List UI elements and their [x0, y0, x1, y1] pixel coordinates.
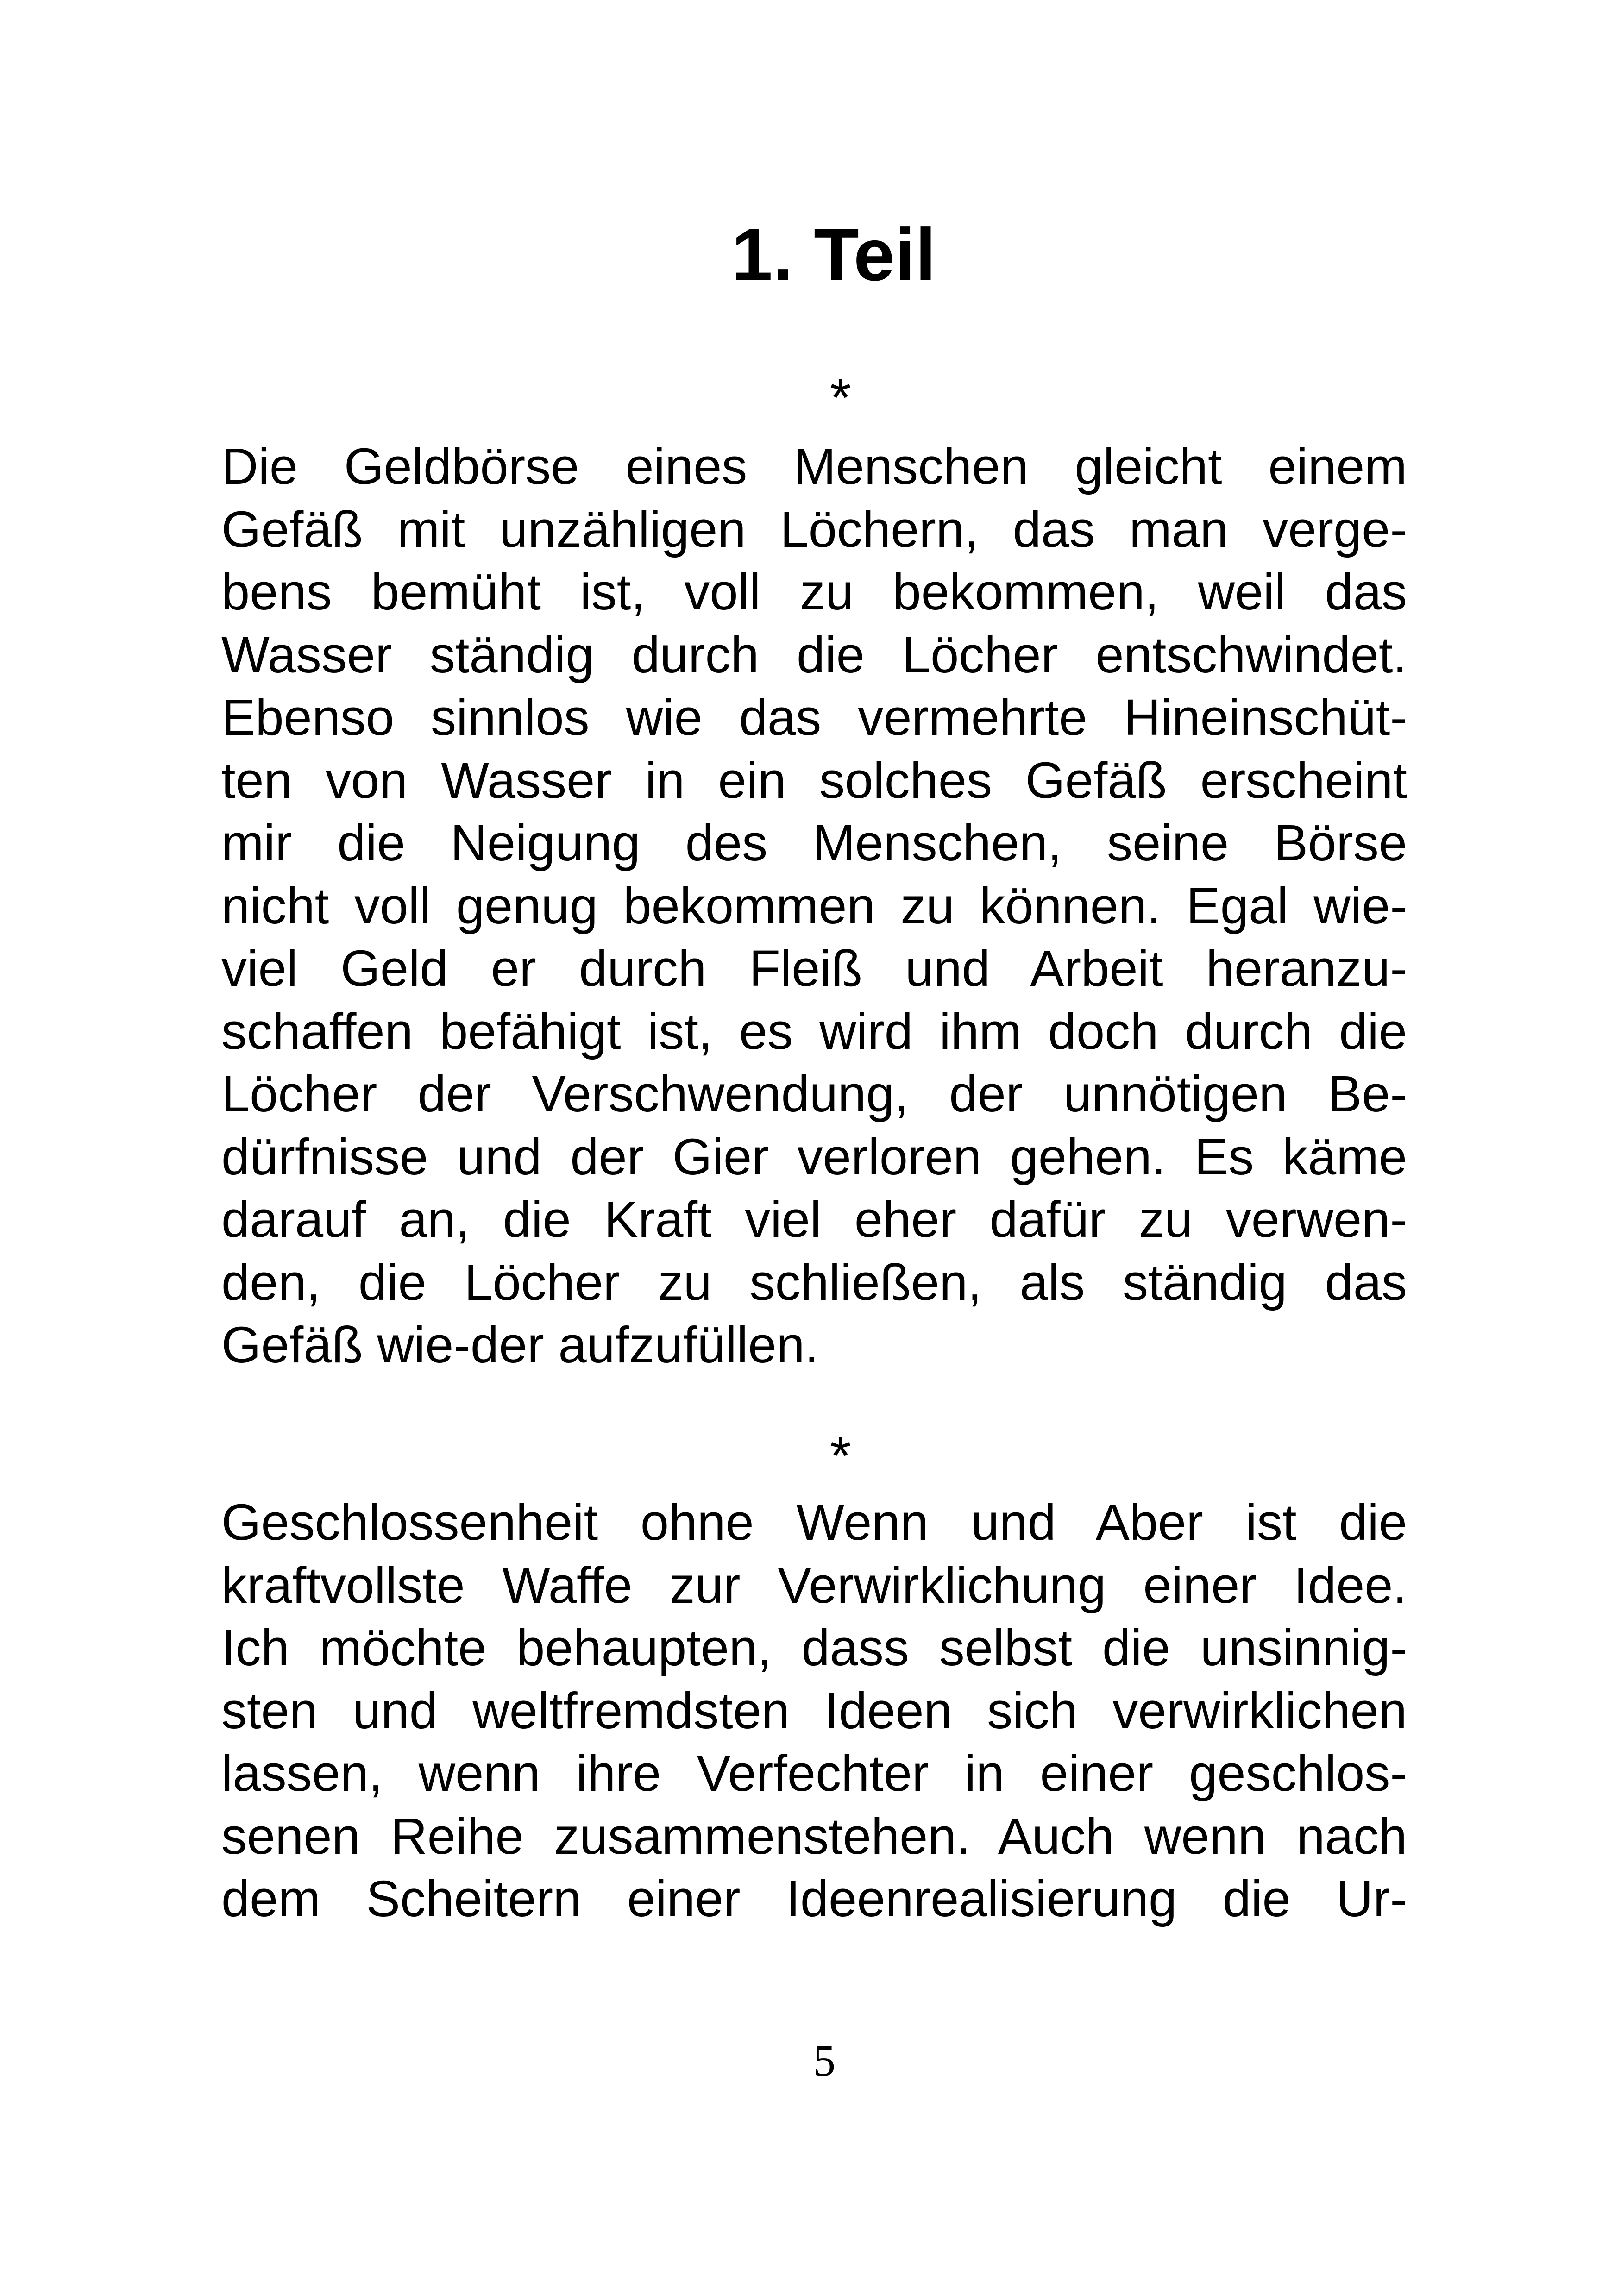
text-line: Gefäß wie-der aufzufüllen.	[221, 1317, 819, 1374]
text-line: ten von Wasser in ein solches Gefäß erscheint	[221, 752, 1407, 809]
text-line: viel Geld er durch Fleiß und Arbeit heranzu-	[221, 940, 1407, 997]
text-line: senen Reihe zusammenstehen. Auch wenn nach	[221, 1807, 1407, 1865]
text-line: schaffen befähigt ist, es wird ihm doch durch die	[221, 1003, 1407, 1060]
chapter-title: 1. Teil	[731, 213, 936, 296]
text-line: Gefäß mit unzähligen Löchern, das man verge-	[221, 501, 1407, 558]
text-line: Ich möchte behaupten, dass selbst die unsinnig-	[221, 1619, 1407, 1676]
paragraph-1	[221, 435, 1407, 1377]
text-line: darauf an, die Kraft viel eher dafür zu verwen-	[221, 1191, 1407, 1248]
text-line: Die Geldbörse eines Menschen gleicht einem	[221, 438, 1407, 495]
text-line: lassen, wenn ihre Verfechter in einer geschlos-	[221, 1745, 1407, 1802]
text-line: Geschlossenheit ohne Wenn und Aber ist die	[221, 1494, 1407, 1551]
text-line: mir die Neigung des Menschen, seine Börse	[221, 815, 1407, 872]
text-line: Löcher der Verschwendung, der unnötigen Be-	[221, 1066, 1407, 1123]
page-number: 5	[813, 2036, 836, 2085]
text-line: dürfnisse und der Gier verloren gehen. Es käme	[221, 1128, 1407, 1186]
paragraph-2	[221, 1491, 1407, 1931]
text-line: Ebenso sinnlos wie das vermehrte Hineinschüt-	[221, 689, 1407, 746]
text-line: kraftvollste Waffe zur Verwirklichung einer Idee.	[221, 1556, 1407, 1614]
section-separator: *	[830, 1425, 851, 1487]
text-line: nicht voll genug bekommen zu können. Egal wie-	[221, 877, 1407, 935]
section-separator: *	[830, 367, 851, 428]
text-line: Wasser ständig durch die Löcher entschwindet.	[221, 626, 1407, 684]
text-line: sten und weltfremdsten Ideen sich verwirklichen	[221, 1682, 1407, 1739]
text-line: dem Scheitern einer Ideenrealisierung die Ur-	[221, 1870, 1407, 1927]
text-line: den, die Löcher zu schließen, als ständig das	[221, 1254, 1407, 1311]
text-line: bens bemüht ist, voll zu bekommen, weil das	[221, 564, 1407, 621]
